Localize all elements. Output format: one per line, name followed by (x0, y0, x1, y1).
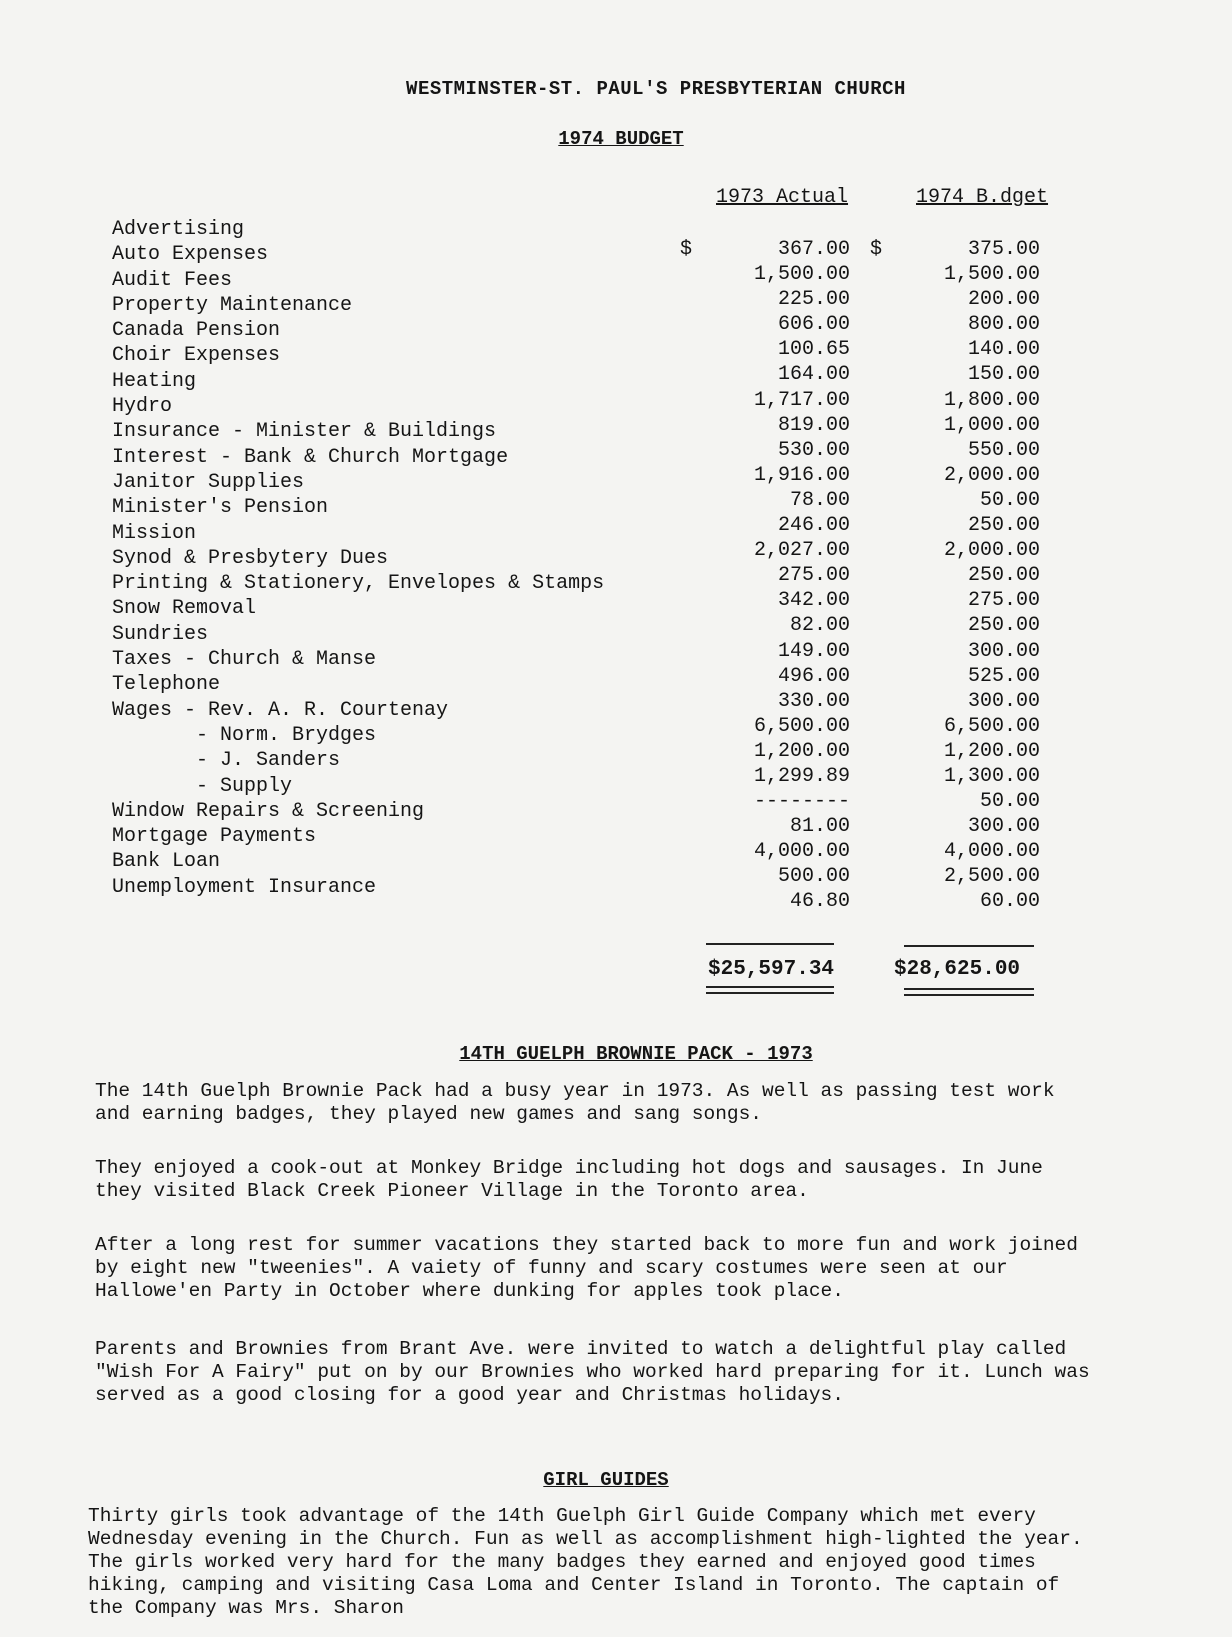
budget-amount-row (870, 639, 1040, 664)
dollar-sign (680, 864, 700, 889)
budget-amount: 200.00 (967, 288, 1040, 312)
actual-amount-row (680, 362, 850, 387)
budget-amount-row (870, 739, 1040, 764)
budget-item-label: Printing & Stationery, Envelopes & Stamps (112, 572, 605, 596)
budget-amount: 250.00 (967, 564, 1040, 588)
actual-amount-row (680, 262, 850, 287)
budget-item-label: Window Repairs & Screening (112, 799, 425, 823)
budget-amount: 140.00 (967, 338, 1040, 362)
dollar-sign (680, 538, 700, 563)
dollar-sign (680, 689, 700, 714)
budget-amount-row (870, 613, 1040, 638)
budget-item-label: Mission (112, 521, 197, 545)
budget-amount-row (870, 889, 1040, 914)
actual-amount: 496.00 (777, 664, 850, 688)
total-1974-budget: $28,625.00 (894, 958, 1021, 981)
budget-amount: 60.00 (979, 890, 1040, 914)
budget-amount: 50.00 (979, 488, 1040, 512)
budget-amount: 800.00 (967, 313, 1040, 337)
total-1973-actual: $25,597.34 (708, 958, 835, 981)
budget-amount: 550.00 (967, 438, 1040, 462)
budget-amount: 1,000.00 (943, 413, 1040, 437)
budget-item-label: - J. Sanders (112, 749, 341, 773)
actual-amount: 246.00 (777, 514, 850, 538)
actual-amount-row (680, 513, 850, 538)
budget-amount-row (870, 513, 1040, 538)
dollar-sign (870, 513, 890, 538)
budget-amount-row (870, 588, 1040, 613)
budget-amount: 250.00 (967, 614, 1040, 638)
dollar-sign (870, 664, 890, 689)
actual-amount: -------- (753, 790, 850, 814)
column-header-1974-budget: 1974 B.dget (916, 186, 1049, 209)
dollar-sign: $ (680, 238, 693, 261)
actual-amount-row (680, 563, 850, 588)
dollar-sign (870, 689, 890, 714)
budget-amount-row (870, 814, 1040, 839)
budget-item-label: Snow Removal (112, 597, 257, 621)
actual-amount: 1,200.00 (753, 739, 850, 763)
actual-total-rule (706, 943, 834, 945)
dollar-sign (680, 789, 700, 814)
budget-item-label: Janitor Supplies (112, 470, 305, 494)
actual-amount: 819.00 (777, 413, 850, 437)
actual-amount: 81.00 (789, 815, 850, 839)
dollar-sign (870, 463, 890, 488)
dollar-sign (870, 488, 890, 513)
actual-amount: 78.00 (789, 488, 850, 512)
dollar-sign (680, 889, 700, 914)
budget-amount: 1,800.00 (943, 388, 1040, 412)
dollar-sign (680, 438, 700, 463)
actual-amount-row (680, 463, 850, 488)
actual-amount-row (680, 814, 850, 839)
dollar-sign (680, 362, 700, 387)
dollar-sign (870, 588, 890, 613)
actual-amount: 164.00 (777, 363, 850, 387)
budget-amount: 150.00 (967, 363, 1040, 387)
budget-total-rule (904, 945, 1034, 947)
dollar-sign (680, 312, 700, 337)
budget-amount-row (870, 287, 1040, 312)
dollar-sign (680, 488, 700, 513)
dollar-sign (680, 814, 700, 839)
budget-amount-row (870, 388, 1040, 413)
actual-amount-row (680, 664, 850, 689)
actual-amount: 342.00 (777, 589, 850, 613)
actual-amount-row (680, 538, 850, 563)
budget-amount: 375.00 (967, 238, 1040, 261)
dollar-sign (680, 337, 700, 362)
budget-item-labels (112, 217, 672, 900)
actual-amount-row (680, 889, 850, 914)
brownie-paragraph-3: After a long rest for summer vacations they started back to more fun and work joined by eight new "tweenies". A vaiety of funny and scary costumes were seen at our Hallowe'en Party in October where dunking for apples took place. (95, 1234, 1078, 1302)
dollar-sign (680, 664, 700, 689)
budget-amount-row (870, 839, 1040, 864)
dollar-sign (680, 714, 700, 739)
dollar-sign (680, 739, 700, 764)
dollar-sign (870, 764, 890, 789)
dollar-sign (680, 262, 700, 287)
dollar-sign (870, 814, 890, 839)
actual-amount-row (680, 388, 850, 413)
budget-amount: 50.00 (979, 790, 1040, 814)
budget-amount-row (870, 563, 1040, 588)
actual-amount: 4,000.00 (753, 840, 850, 864)
dollar-sign (680, 839, 700, 864)
actual-double-underline (706, 986, 834, 994)
dollar-sign (870, 413, 890, 438)
budget-amount: 1,200.00 (943, 739, 1040, 763)
actual-amount-row (680, 237, 850, 262)
dollar-sign (680, 287, 700, 312)
budget-item-label: - Supply (112, 774, 293, 798)
budget-item-label: Advertising (112, 218, 245, 241)
budget-values-column (870, 237, 1040, 915)
dollar-sign (870, 538, 890, 563)
budget-amount-row (870, 463, 1040, 488)
dollar-sign (870, 438, 890, 463)
actual-amount-row (680, 488, 850, 513)
actual-amount: 1,299.89 (753, 764, 850, 788)
budget-amount-row (870, 413, 1040, 438)
budget-item-label: Telephone (112, 673, 221, 697)
budget-item-label: Heating (112, 369, 197, 393)
actual-amount: 330.00 (777, 689, 850, 713)
budget-amount-row (870, 237, 1040, 262)
budget-amount-row (870, 689, 1040, 714)
actual-amount-row (680, 864, 850, 889)
budget-amount: 4,000.00 (943, 840, 1040, 864)
budget-item-label: Insurance - Minister & Buildings (112, 420, 497, 444)
dollar-sign (870, 889, 890, 914)
actual-amount-row (680, 739, 850, 764)
dollar-sign (870, 739, 890, 764)
dollar-sign (680, 563, 700, 588)
budget-amount-row (870, 362, 1040, 387)
budget-amount: 2,500.00 (943, 865, 1040, 889)
actual-values-column (680, 237, 850, 915)
budget-amount: 2,000.00 (943, 463, 1040, 487)
actual-amount-row (680, 438, 850, 463)
budget-item-label: Canada Pension (112, 319, 281, 343)
dollar-sign (870, 312, 890, 337)
budget-amount-row (870, 262, 1040, 287)
church-name: WESTMINSTER-ST. PAUL'S PRESBYTERIAN CHURCH (406, 78, 906, 100)
budget-amount-row (870, 312, 1040, 337)
dollar-sign (870, 639, 890, 664)
budget-item-label: Auto Expenses (112, 243, 269, 267)
budget-item-label: Sundries (112, 622, 209, 646)
dollar-sign (870, 714, 890, 739)
dollar-sign (870, 839, 890, 864)
brownie-paragraph-2: They enjoyed a cook-out at Monkey Bridge including hot dogs and sausages. In June they visited Black Creek Pioneer Village in the Toronto area. (95, 1157, 1043, 1202)
dollar-sign (870, 362, 890, 387)
actual-amount: 2,027.00 (753, 539, 850, 563)
actual-amount: 46.80 (789, 890, 850, 914)
budget-amount: 300.00 (967, 815, 1040, 839)
actual-amount-row (680, 639, 850, 664)
budget-amount: 300.00 (967, 639, 1040, 663)
dollar-sign (680, 388, 700, 413)
actual-amount: 149.00 (777, 639, 850, 663)
dollar-sign (680, 413, 700, 438)
dollar-sign (870, 262, 890, 287)
budget-item-label: Property Maintenance (112, 293, 353, 317)
actual-amount-row (680, 337, 850, 362)
girl-guides-section-title: GIRL GUIDES (543, 1469, 669, 1491)
budget-item-label: Unemployment Insurance (112, 875, 377, 899)
actual-amount: 100.65 (777, 338, 850, 362)
actual-amount: 367.00 (777, 238, 850, 261)
budget-amount-row (870, 764, 1040, 789)
budget-title: 1974 BUDGET (558, 128, 684, 150)
actual-amount: 82.00 (789, 614, 850, 638)
budget-amount: 275.00 (967, 589, 1040, 613)
actual-amount-row (680, 613, 850, 638)
actual-amount: 1,500.00 (753, 263, 850, 287)
actual-amount: 530.00 (777, 438, 850, 462)
dollar-sign (870, 789, 890, 814)
dollar-sign: $ (870, 238, 883, 261)
budget-amount-row (870, 538, 1040, 563)
actual-amount: 6,500.00 (753, 714, 850, 738)
budget-item-label: Synod & Presbytery Dues (112, 546, 389, 570)
column-header-1973-actual: 1973 Actual (716, 186, 849, 209)
dollar-sign (680, 764, 700, 789)
dollar-sign (870, 563, 890, 588)
brownie-paragraph-1: The 14th Guelph Brownie Pack had a busy year in 1973. As well as passing test work and earning badges, they played new games and sang songs. (95, 1080, 1055, 1125)
budget-amount-row (870, 789, 1040, 814)
budget-amount: 1,300.00 (943, 764, 1040, 788)
budget-amount: 525.00 (967, 664, 1040, 688)
dollar-sign (680, 513, 700, 538)
budget-item-label: - Norm. Brydges (112, 723, 377, 747)
actual-amount-row (680, 714, 850, 739)
budget-double-underline (904, 988, 1034, 996)
actual-amount-row (680, 764, 850, 789)
budget-item-label: Taxes - Church & Manse (112, 648, 377, 672)
dollar-sign (680, 463, 700, 488)
budget-amount-row (870, 864, 1040, 889)
actual-amount: 1,717.00 (753, 388, 850, 412)
budget-item-label: Choir Expenses (112, 344, 281, 368)
actual-amount-row (680, 312, 850, 337)
budget-item-label: Interest - Bank & Church Mortgage (112, 445, 509, 469)
budget-amount-row (870, 664, 1040, 689)
actual-amount: 500.00 (777, 865, 850, 889)
dollar-sign (870, 388, 890, 413)
budget-item-label: Hydro (112, 395, 173, 419)
girl-guides-paragraph: Thirty girls took advantage of the 14th Guelph Girl Guide Company which met every Wednesday evening in the Church. Fun as well as accomplishment high-lighted the year. The girls worked very hard for the many badges they earned and enjoyed good times hiking, camping and visiting Casa Loma and Center Island in Toronto. The captain of the Company was Mrs. Sharon (88, 1505, 1083, 1619)
budget-amount: 6,500.00 (943, 714, 1040, 738)
budget-amount: 250.00 (967, 514, 1040, 538)
budget-amount-row (870, 337, 1040, 362)
budget-item-label: Mortgage Payments (112, 825, 317, 849)
budget-item-label: Audit Fees (112, 268, 233, 292)
actual-amount: 606.00 (777, 313, 850, 337)
budget-amount-row (870, 438, 1040, 463)
dollar-sign (870, 864, 890, 889)
brownie-section-title: 14TH GUELPH BROWNIE PACK - 1973 (459, 1043, 813, 1065)
budget-item-label: Minister's Pension (112, 496, 329, 520)
actual-amount-row (680, 789, 850, 814)
budget-item-label: Bank Loan (112, 850, 221, 874)
dollar-sign (680, 588, 700, 613)
budget-amount: 300.00 (967, 689, 1040, 713)
actual-amount-row (680, 588, 850, 613)
budget-amount-row (870, 488, 1040, 513)
dollar-sign (870, 337, 890, 362)
actual-amount-row (680, 413, 850, 438)
actual-amount-row (680, 287, 850, 312)
dollar-sign (870, 613, 890, 638)
brownie-paragraph-4: Parents and Brownies from Brant Ave. were invited to watch a delightful play called "Wish For A Fairy" put on by our Brownies who worked hard preparing for it. Lunch was served as a good closing for a good year and Christmas holidays. (95, 1338, 1090, 1406)
dollar-sign (680, 639, 700, 664)
budget-item-label: Wages - Rev. A. R. Courtenay (112, 698, 449, 722)
dollar-sign (870, 287, 890, 312)
dollar-sign (680, 613, 700, 638)
budget-amount: 2,000.00 (943, 539, 1040, 563)
actual-amount: 275.00 (777, 564, 850, 588)
actual-amount-row (680, 689, 850, 714)
budget-amount: 1,500.00 (943, 263, 1040, 287)
actual-amount: 1,916.00 (753, 463, 850, 487)
actual-amount-row (680, 839, 850, 864)
budget-amount-row (870, 714, 1040, 739)
actual-amount: 225.00 (777, 288, 850, 312)
